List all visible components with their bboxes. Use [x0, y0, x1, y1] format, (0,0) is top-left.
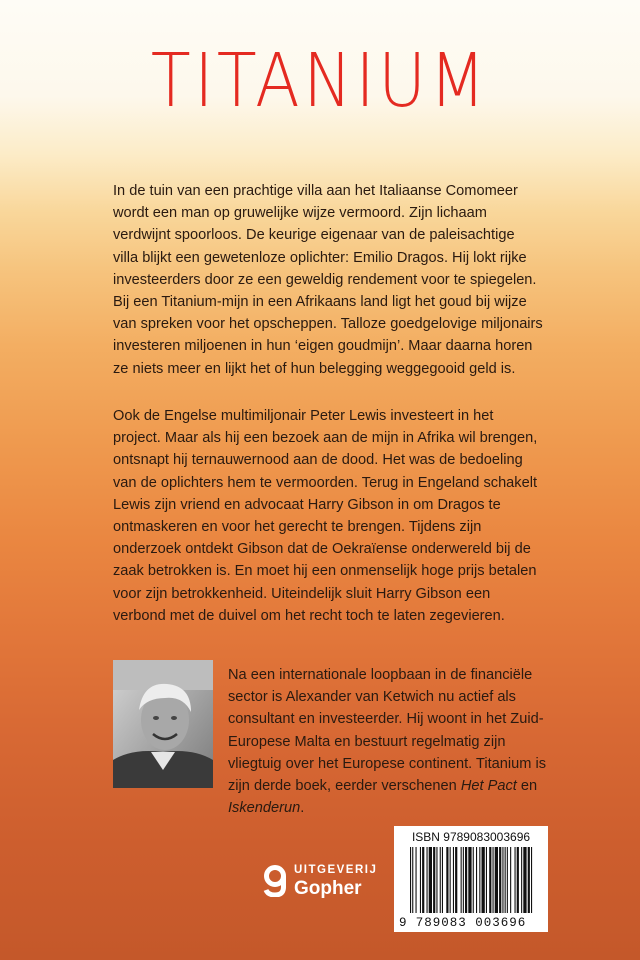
- barcode-bar: [453, 847, 454, 913]
- barcode-bar: [420, 847, 421, 913]
- publisher-label: UITGEVERIJ: [294, 864, 378, 876]
- author-bio-text: Na een internationale loopbaan in de financiële sector is Alexander van Ketwich nu actief als consultant en investeerder. Hij woont in het Zuid-Europese Malta en bestuurt regelmatig zijn vliegtuig over het Europese continent. Titanium is zijn derde boek, eerder verschenen: [228, 667, 546, 795]
- barcode-bar: [429, 847, 432, 913]
- barcode-bar: [410, 847, 411, 913]
- barcode-bar: [495, 847, 498, 913]
- author-bio-end: .: [300, 800, 305, 817]
- barcode-bar: [528, 847, 530, 913]
- synopsis-paragraph-2: Ook de Engelse multimiljonair Peter Lewis investeert in het project. Maar als hij een bezoek aan de mijn in Afrika wil brengen, ontsnapt hij ternauwernood aan de dood. Het was de bedoeling van de oplichters hem te vermoorden. Terug in Engeland schakelt Lewis zijn vriend en advocaat Harry Gibson in om Dragos te ontmaskeren en voor het gerecht te brengen. Tijdens zijn onderzoek ontdekt Gibson dat de Oekraïense onderwereld bij de zaak betrokken is. En moet hij een onmenselijk hoge prijs betalen voor zijn betrokkenheid. Uiteindelijk sluit Harry Gibson een verbond met de duivel om het recht toch te laten zegevieren.: [113, 408, 538, 624]
- barcode-bar: [442, 847, 443, 913]
- barcode-bar: [493, 847, 494, 913]
- barcode-bar: [416, 847, 417, 913]
- barcode-bar: [502, 847, 503, 913]
- barcode-lead-digit: 9: [399, 916, 407, 930]
- barcode-bar: [476, 847, 477, 913]
- barcode-bar: [515, 847, 516, 913]
- barcode-bar: [479, 847, 480, 913]
- barcode-bar: [427, 847, 428, 913]
- author-bio: [228, 664, 546, 819]
- barcode-bar: [412, 847, 413, 913]
- barcode-bar: [507, 847, 508, 913]
- barcode-bar: [521, 847, 522, 913]
- barcode-bar: [440, 847, 441, 913]
- synopsis-paragraph-1: In de tuin van een prachtige villa aan het Italiaanse Comomeer wordt een man op gruwelijke wijze vermoord. Zijn lichaam verdwijnt spoorloos. De keurige eigenaar van de paleisachtige villa blijkt een gewetenloze oplichter: Emilio Dragos. Hij lokt rijke investeerders door ze een geweldig rendement voor te spiegelen. Bij een Titanium-mijn in een Afrikaans land ligt het goud bij wijze van spreken voor het opscheppen. Talloze goedgelovige miljonairs investeren miljoenen in hun ‘eigen goudmijn’. Maar daarna horen ze niets meer en lijkt het of hun belegging weggegooid geld is.: [113, 183, 543, 377]
- barcode-bar: [531, 847, 532, 913]
- barcode-bar: [450, 847, 451, 913]
- book-title-iskenderun: Iskenderun: [228, 800, 301, 817]
- book-title-het-pact: Het Pact: [460, 778, 517, 795]
- publisher-name: Gopher: [294, 877, 362, 899]
- barcode-bar: [489, 847, 491, 913]
- barcode-digits: 789083 003696: [415, 916, 527, 930]
- barcode-bar: [446, 847, 448, 913]
- author-bio-conjunction: en: [516, 778, 538, 795]
- barcode-bar: [517, 847, 519, 913]
- barcode-bars: [410, 847, 534, 913]
- barcode-bar: [433, 847, 435, 913]
- isbn-barcode: [394, 826, 548, 932]
- barcode-bar: [465, 847, 467, 913]
- gopher-g-icon: [262, 865, 288, 897]
- barcode-bar: [473, 847, 474, 913]
- publisher-logo: [262, 865, 377, 898]
- barcode-bar: [436, 847, 437, 913]
- barcode-bar: [463, 847, 464, 913]
- barcode-bar: [486, 847, 487, 913]
- barcode-bar: [510, 847, 511, 913]
- barcode-bar: [482, 847, 485, 913]
- barcode-bar: [499, 847, 501, 913]
- barcode-bar: [461, 847, 462, 913]
- author-photo: [113, 660, 213, 788]
- barcode-bar: [505, 847, 506, 913]
- isbn-label: ISBN 9789083003696: [411, 830, 531, 844]
- barcode-bar: [422, 847, 424, 913]
- barcode-bar: [523, 847, 526, 913]
- barcode-bar: [455, 847, 457, 913]
- barcode-bar: [468, 847, 471, 913]
- book-title: TITANIUM: [150, 38, 490, 124]
